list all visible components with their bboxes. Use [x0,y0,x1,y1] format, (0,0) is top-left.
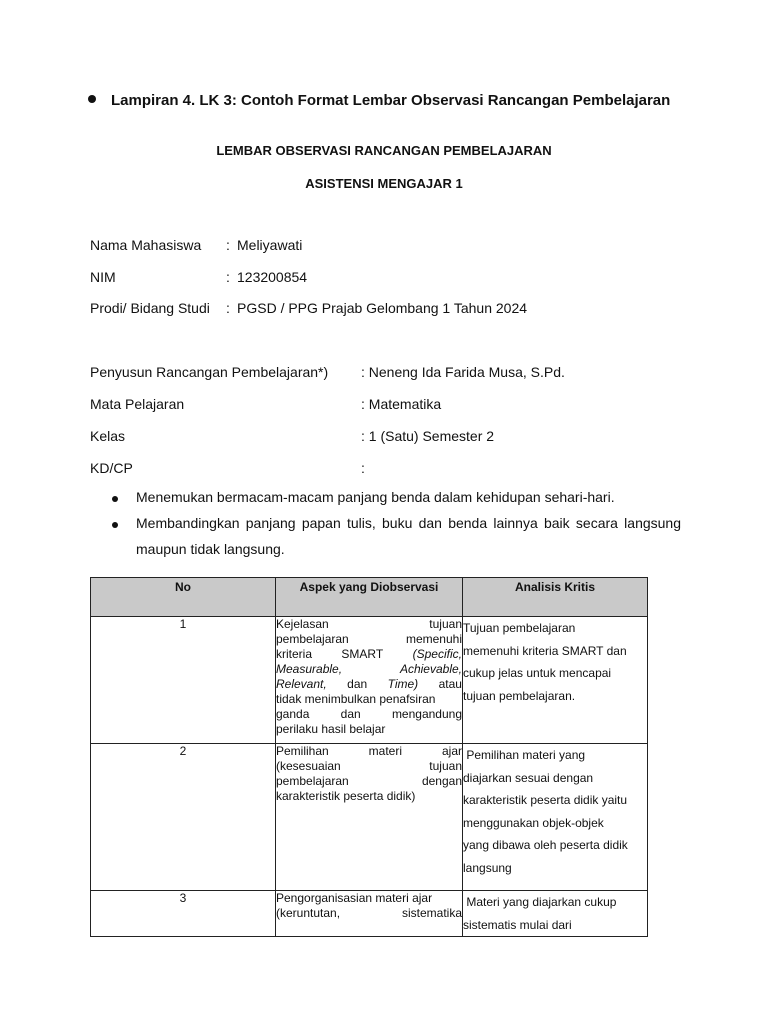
aspek-word: Relevant, [276,677,327,691]
nim-value: 123200854 [237,269,308,285]
kdcp-word: langsung [624,515,681,531]
analisis-line: memenuhi kriteria SMART dan [463,643,627,658]
nim-label: NIM [90,269,116,285]
aspek-word: pembelajaran [276,632,349,646]
header-no: No [91,578,276,617]
kdcp-word: secara [575,515,618,531]
aspek-word: Pemilihan [276,744,329,758]
aspek-line [276,774,462,789]
kdcp-item-line: maupun tidak langsung. [136,541,285,557]
kdcp-word: tulis, [346,515,376,531]
aspek-line [276,617,462,632]
cell-no: 2 [91,744,276,891]
penyusun-value: : Neneng Ida Farida Musa, S.Pd. [361,364,565,380]
aspek-word: pembelajaran [276,774,349,788]
cell-no: 1 [91,617,276,744]
document-title: LEMBAR OBSERVASI RANCANGAN PEMBELAJARAN [216,143,552,158]
header-aspek: Aspek yang Diobservasi [276,578,463,617]
kdcp-word: Membandingkan [136,515,240,531]
aspek-word: (Specific, [412,647,462,661]
aspek-word: tujuan [429,759,462,773]
aspek-line [276,662,462,677]
aspek-word: materi [368,744,403,758]
kdcp-word: dan [418,515,442,531]
table-row [91,744,648,891]
bullet-icon [112,522,118,528]
prodi-label: Prodi/ Bidang Studi [90,300,210,316]
cell-aspek [276,744,463,891]
aspek-word: dan [347,677,368,691]
header-analisis: Analisis Kritis [463,578,648,617]
cell-aspek [276,891,463,937]
aspek-word: ganda [276,707,310,721]
document-subtitle: ASISTENSI MENGAJAR 1 [305,176,463,191]
nama-label: Nama Mahasiswa [90,237,202,253]
analisis-line: langsung [463,860,512,875]
prodi-value: PGSD / PPG Prajab Gelombang 1 Tahun 2024 [237,300,528,316]
aspek-word: dengan [421,774,462,788]
aspek-word: atau [438,677,462,691]
analisis-line: karakteristik peserta didik yaitu [463,793,628,807]
aspek-line [276,789,462,804]
aspek-line [276,707,462,722]
aspek-word: Time) [387,677,419,691]
aspek-line [276,722,462,737]
aspek-line [276,647,462,662]
lampiran-heading: Lampiran 4. LK 3: Contoh Format Lembar Observasi Rancangan Pembelajaran [88,92,670,109]
aspek-word: kriteria [276,647,313,661]
bullet-icon [112,496,118,502]
kdcp-word: baik [543,515,570,531]
nama-value: Meliyawati [237,237,303,253]
kdcp-word: benda [448,515,488,531]
table-row [91,891,648,937]
penyusun-label: Penyusun Rancangan Pembelajaran*) [90,364,329,380]
aspek-word: tidak menimbulkan penafsiran [276,692,436,706]
aspek-line [276,692,462,707]
mapel-label: Mata Pelajaran [90,396,185,412]
table-header-row [91,578,648,617]
aspek-word: Pengorganisasian materi ajar [276,891,433,905]
cell-analisis [463,891,648,937]
analisis-line: sistematis mulai dari [463,917,572,932]
analisis-line: Tujuan pembelajaran [463,621,576,635]
aspek-word: SMART [341,647,384,661]
analisis-line: diajarkan sesuai dengan [463,770,594,785]
analisis-line: menggunakan objek-objek [463,815,604,830]
kdcp-item-line [136,510,681,536]
cell-aspek [276,617,463,744]
analisis-line: tujuan pembelajaran. [463,688,576,703]
aspek-line [276,759,462,774]
kdcp-word: papan [301,515,341,531]
aspek-line [276,632,462,647]
cell-analisis [463,617,648,744]
nama-colon: : [226,237,230,253]
analisis-line: cukup jelas untuk mencapai [463,666,612,680]
table-row [91,617,648,744]
aspek-word: sistematika [401,906,462,920]
aspek-word: ajar [441,744,462,758]
prodi-colon: : [226,300,230,316]
aspek-line [276,744,462,759]
observation-table [90,577,648,937]
aspek-line [276,906,462,921]
analisis-line: Pemilihan materi yang [463,748,586,762]
aspek-word: tujuan [429,617,462,631]
aspek-line [276,677,462,692]
kelas-value: : 1 (Satu) Semester 2 [361,428,495,444]
analisis-line: Materi yang diajarkan cukup [463,895,617,909]
mapel-value: : Matematika [361,396,442,412]
aspek-line [276,891,462,906]
aspek-word: Kejelasan [276,617,329,631]
aspek-word: memenuhi [405,632,462,646]
document-page: Lampiran 4. LK 3: Contoh Format Lembar Observasi Rancangan Pembelajaran LEMBAR OBSERVASI RANCANGAN PEMBELAJARAN ASISTENSI MENGAJAR 1 Nama Mahasiswa : Meliyawati NIM : 123200854 Prodi/ Bidang Studi : PGSD / PPG Prajab Gelombang 1 Tahun 2024 Penyusun Rancangan Pembelajaran*) : Neneng Ida Farida Musa, S.Pd. Mata Pelajaran : Matematika Kelas : 1 (Satu) Semester 2 KD/CP : Menemukan bermacam-macam panjang benda dalam kehidupan sehari-hari. Membandingkan panjang papan tulis, buku dan benda lainnya baik secara langsung maupun tidak langsung. No Aspek yang Diobservasi Analisis Kritis 1 Kejelasan tujuan pembelajaran memenuhi kriteria SMART (Specific, Measurable, Achievable, Relevant, dan Time) atau tidak menimbulkan penafsiran ganda dan mengandung perilaku hasil belajar Tujuan pembelajaran memenuhi kriteria SMART dan cukup jelas untuk mencapai tujuan pembelajaran. 2 Pemilihan materi ajar (kesesuaian tujuan pembelajaran dengan karakteristik peserta didik) Pemilihan materi yang diajarkan sesuai dengan karakteristik peserta didik yaitu menggunakan objek-objek yang dibawa oleh peserta didik langsung 3 Pengorganisasian materi ajar (keruntutan, sistematika Materi yang diajarkan cukup sistematis mulai dari [0,0,768,1024]
kdcp-word: lainnya [493,515,538,531]
cell-no: 3 [91,891,276,937]
aspek-word: karakteristik peserta didik) [276,789,416,803]
aspek-word: mengandung [391,707,462,721]
bullet-icon [88,95,96,103]
kdcp-value: : [361,460,365,476]
nim-colon: : [226,269,230,285]
aspek-word: (keruntutan, [276,906,341,920]
aspek-word: dan [340,707,361,721]
analisis-line: yang dibawa oleh peserta didik [463,838,628,852]
kelas-label: Kelas [90,428,126,444]
kdcp-word: buku [382,515,413,531]
aspek-word: perilaku hasil belajar [276,722,386,736]
kdcp-word: panjang [245,515,296,531]
aspek-word: (kesesuaian [276,759,341,773]
kdcp-label: KD/CP [90,460,133,476]
aspek-word: Achievable, [399,662,462,676]
aspek-word: Measurable, [276,662,343,676]
cell-analisis [463,744,648,891]
